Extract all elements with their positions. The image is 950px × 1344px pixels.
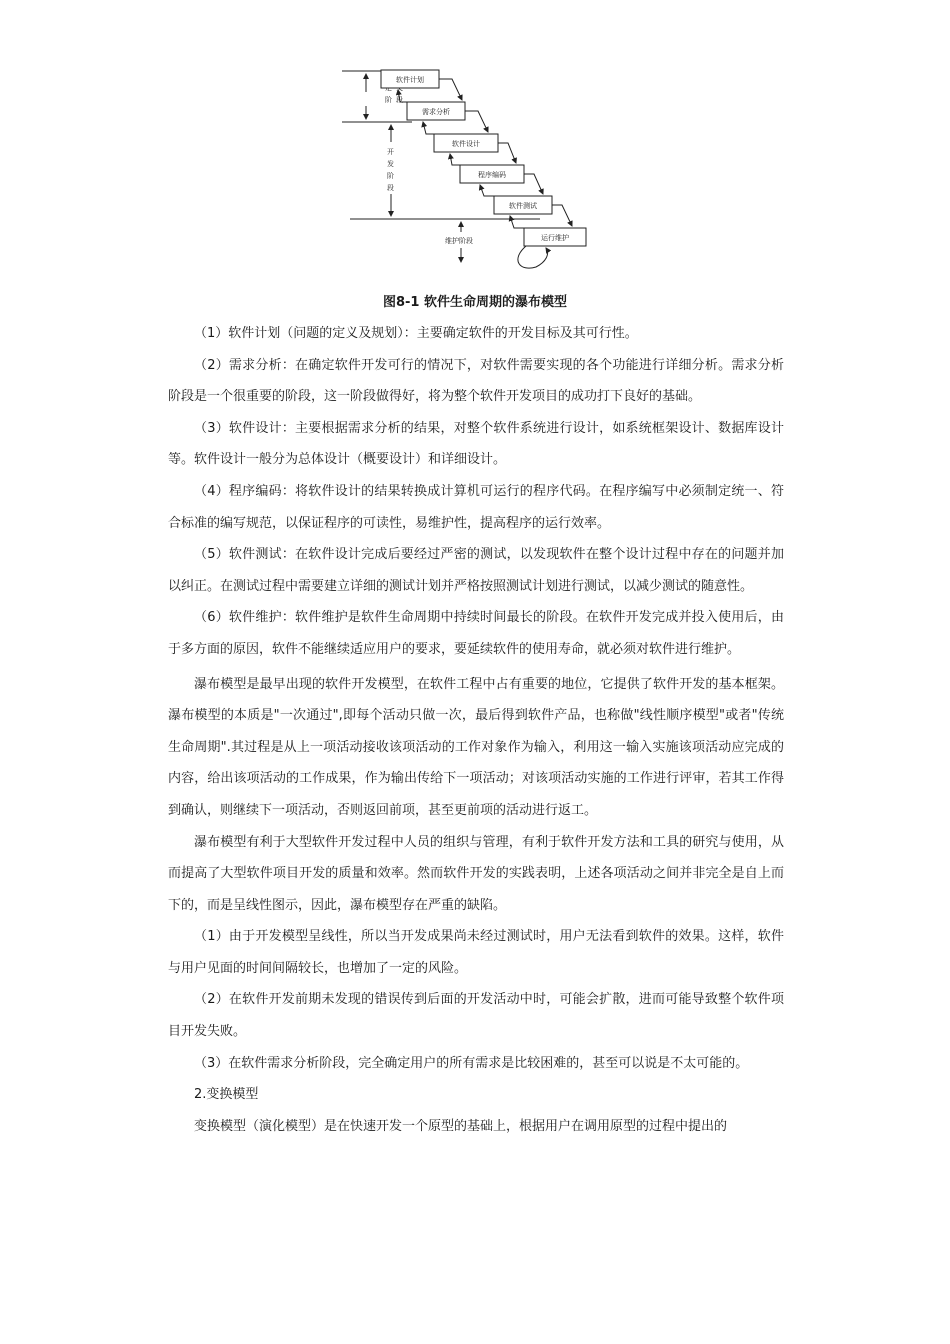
section-heading: 2.变换模型 — [194, 1087, 259, 1103]
paragraph-testing: （5）软件测试：在软件设计完成后要经过严密的测试，以发现软件在整个设计过程中存在的问题并加以纠正。在测试过程中需要建立详细的测试计划并严格按照测试计划进行测试，以减少测试的随意性。 — [168, 547, 784, 594]
article-body — [168, 318, 784, 1142]
stage-label-design: 软件设计 — [452, 140, 480, 148]
paragraph-defect-3: （3）在软件需求分析阶段，完全确定用户的所有需求是比较困难的，甚至可以说是不太可能的。 — [194, 1055, 749, 1071]
develop-phase-char: 发 — [387, 160, 394, 168]
develop-phase-char: 段 — [387, 184, 394, 192]
paragraph-maintenance: （6）软件维护：软件维护是软件生命周期中持续时间最长的阶段。在软件开发完成并投入使用后，由于多方面的原因，软件不能继续适应用户的要求，要延续软件的使用寿命，就必须对软件进行维护。 — [168, 610, 784, 657]
feedback-arrow — [450, 154, 472, 165]
feedback-arrow — [423, 122, 446, 134]
forward-arrow — [439, 79, 462, 100]
forward-arrow — [524, 174, 543, 194]
stage-label-testing: 软件测试 — [509, 202, 537, 210]
feedback-arrow — [510, 216, 536, 228]
paragraph-coding: （4）程序编码：将软件设计的结果转换成计算机可运行的程序代码。在程序编写中必须制定统一、符合标准的编写规范，以保证程序的可读性，易维护性，提高程序的运行效率。 — [168, 483, 784, 531]
paragraph-design: （3）软件设计：主要根据需求分析的结果，对整个软件系统进行设计，如系统框架设计、数据库设计等。软件设计一般分为总体设计（概要设计）和详细设计。 — [168, 420, 784, 468]
define-phase-char: 段 — [396, 96, 403, 104]
maintain-phase-label: 维护阶段 — [445, 237, 473, 245]
paragraph-plan: （1）软件计划（问题的定义及规划）：主要确定软件的开发目标及其可行性。 — [194, 326, 638, 341]
forward-arrow — [498, 143, 516, 163]
stage-label-maintenance: 运行维护 — [541, 234, 569, 242]
paragraph-analysis: （2）需求分析：在确定软件开发可行的情况下，对软件需要实现的各个功能进行详细分析。需求分析阶段是一个很重要的阶段，这一阶段做得好，将为整个软件开发项目的成功打下良好的基础。 — [168, 357, 784, 405]
paragraph-transform-model: 变换模型（演化模型）是在快速开发一个原型的基础上，根据用户在调用原型的过程中提出的 — [194, 1118, 728, 1134]
paragraph-defect-1: （1）由于开发模型呈线性，所以当开发成果尚未经过测试时，用户无法看到软件的效果。这样，软件与用户见面的时间间隔较长，也增加了一定的风险。 — [168, 929, 784, 976]
forward-arrow — [465, 111, 488, 132]
figure-caption: 图8-1 软件生命周期的瀑布模型 — [382, 295, 567, 310]
develop-phase-char: 开 — [387, 148, 394, 156]
define-phase-char: 阶 — [385, 96, 392, 104]
waterfall-diagram — [340, 62, 600, 274]
develop-phase-char: 阶 — [387, 172, 394, 180]
paragraph-defect-2: （2）在软件开发前期未发现的错误传到后面的开发活动中时，可能会扩散，进而可能导致整个软件项目开发失败。 — [168, 992, 784, 1040]
maintenance-loop-arrow — [518, 246, 548, 268]
stage-label-coding: 程序编码 — [478, 171, 506, 179]
stage-label-analysis: 需求分析 — [422, 108, 450, 116]
paragraph-waterfall-pros-cons: 瀑布模型有利于大型软件开发过程中人员的组织与管理，有利于软件开发方法和工具的研究与使用，从而提高了大型软件项目开发的质量和效率。然而软件开发的实践表明，上述各项活动之间并非完全是自上而下的，而是呈线性图示，因此，瀑布模型存在严重的缺陷。 — [168, 834, 784, 913]
forward-arrow — [552, 205, 572, 226]
paragraph-waterfall-intro: 瀑布模型是最早出现的软件开发模型，在软件工程中占有重要的地位，它提供了软件开发的基本框架。瀑布模型的本质是"一次通过",即每个活动只做一次，最后得到软件产品，也称做"线性顺序模型"或者"传统生命周期".其过程是从上一项活动接收该项活动的工作对象作为输入，利用这一输入实施该项活动应完成的内容，给出该项活动的工作成果，作为输出传给下一项活动；对该项活动实施的工作进行评审，若其工作得到确认，则继续下一项活动，否则返回前项，甚至更前项的活动进行返工。 — [168, 676, 784, 818]
stage-label-plan: 软件计划 — [396, 76, 424, 84]
feedback-arrow — [480, 185, 506, 196]
